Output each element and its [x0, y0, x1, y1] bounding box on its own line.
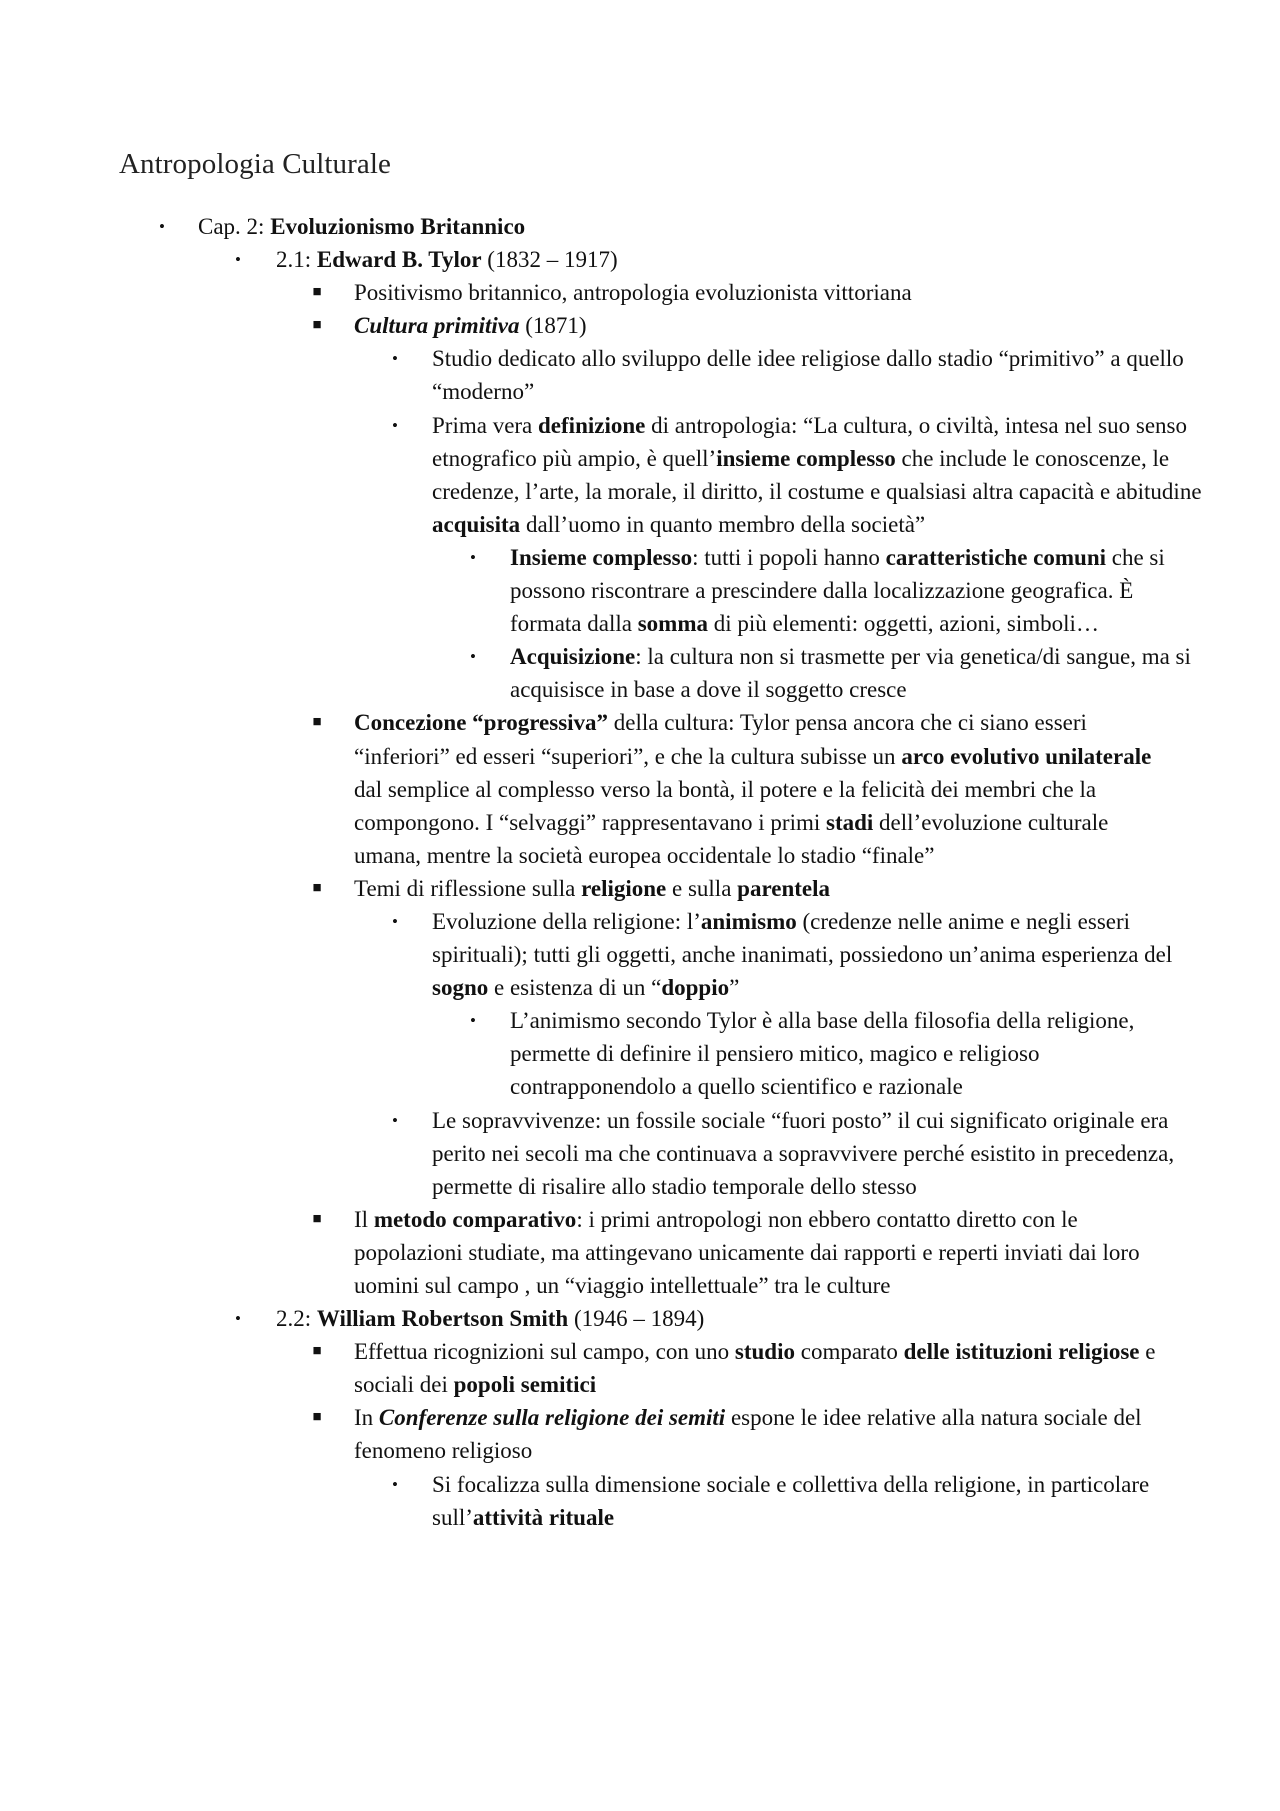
bullet-icon: •	[159, 217, 165, 236]
list-item: ■ Positivismo britannico, antropologia evoluzionista vittoriana	[0, 276, 1280, 309]
list-item: • Insieme complesso: tutti i popoli hanno caratteristiche comuni che si possono riscontrare a prescindere dalla localizzazione geografica. È formata dalla somma di più elementi: oggetti, azioni, simboli…	[0, 541, 1280, 640]
list-item: • Si focalizza sulla dimensione sociale e collettiva della religione, in particolare sull’attività rituale	[0, 1468, 1280, 1534]
book-title: Conferenze sulla religione dei semiti	[378, 1405, 726, 1431]
chapter-item: • Cap. 2: Evoluzionismo Britannico	[0, 210, 1280, 243]
bullet-icon: •	[392, 415, 398, 435]
square-bullet-icon: ■	[312, 1409, 322, 1426]
square-bullet-icon: ■	[312, 1343, 322, 1360]
bullet-icon: •	[392, 349, 398, 369]
list-item: ■ Cultura primitiva (1871)	[0, 309, 1280, 342]
bullet-icon: •	[392, 1110, 398, 1130]
bullet-icon: •	[392, 1474, 398, 1494]
square-bullet-icon: ■	[312, 714, 322, 731]
list-item: • Prima vera definizione di antropologia: “La cultura, o civiltà, intesa nel suo senso etnografico più ampio, è quell’insieme complesso che include le conoscenze, le credenze, l’arte, la morale, il diritto, il costume e qualsiasi altra capacità e abitudine acquisita dall’uomo in quanto membro della società”	[0, 409, 1280, 541]
section-2-2: • 2.2: William Robertson Smith (1946 – 1894)	[0, 1302, 1280, 1335]
list-item: ■ Concezione “progressiva” della cultura: Tylor pensa ancora che ci siano esseri “inferiori” ed esseri “superiori”, e che la cultura subisse un arco evolutivo unilaterale dal semplice al complesso verso la bontà, il potere e la felicità dei membri che la compongono. I “selvaggi” rappresentavano i primi stadi dell’evoluzione culturale umana, mentre la società europea occidentale lo stadio “finale”	[0, 706, 1280, 871]
list-item: • Le sopravvivenze: un fossile sociale “fuori posto” il cui significato originale era perito nei secoli ma che continuava a sopravvivere perché esistito in precedenza, permette di risalire allo stadio temporale dello stesso	[0, 1104, 1280, 1203]
section-2-1: • 2.1: Edward B. Tylor (1832 – 1917)	[0, 243, 1280, 276]
list-item: • Studio dedicato allo sviluppo delle idee religiose dallo stadio “primitivo” a quello “moderno”	[0, 342, 1280, 408]
list-item: ■ In Conferenze sulla religione dei semiti espone le idee relative alla natura sociale del fenomeno religioso	[0, 1401, 1280, 1467]
bullet-icon: •	[235, 250, 241, 270]
bullet-icon: •	[470, 1011, 476, 1031]
list-item: • L’animismo secondo Tylor è alla base della filosofia della religione, permette di definire il pensiero mitico, magico e religioso contrapponendolo a quello scientifico e razionale	[0, 1004, 1280, 1103]
bullet-icon: •	[470, 647, 476, 667]
square-bullet-icon: ■	[312, 1210, 322, 1227]
book-title: Cultura primitiva	[354, 313, 520, 339]
document-body	[0, 210, 1280, 1534]
list-item: ■ Effettua ricognizioni sul campo, con uno studio comparato delle istituzioni religiose e sociali dei popoli semitici	[0, 1335, 1280, 1401]
square-bullet-icon: ■	[312, 879, 322, 896]
chapter-name: Evoluzionismo Britannico	[270, 214, 526, 239]
square-bullet-icon: ■	[312, 317, 322, 334]
document-title: Antropologia Culturale	[119, 148, 392, 180]
bullet-icon: •	[235, 1309, 241, 1329]
square-bullet-icon: ■	[312, 284, 322, 301]
section-name: William Robertson Smith	[316, 1306, 569, 1332]
bullet-icon: •	[470, 547, 476, 567]
list-item: ■ Il metodo comparativo: i primi antropologi non ebbero contatto diretto con le popolazioni studiate, ma attingevano unicamente dai rapporti e reperti inviati dai loro uomini sul campo , un “viaggio intellettuale” tra le culture	[0, 1203, 1280, 1302]
section-name: Edward B. Tylor	[316, 247, 482, 273]
list-item: • Evoluzione della religione: l’animismo (credenze nelle anime e negli esseri spirituali); tutti gli oggetti, anche inanimati, possiedono un’anima esperienza del sogno e esistenza di un “doppio”	[0, 905, 1280, 1004]
list-item: • Acquisizione: la cultura non si trasmette per via genetica/di sangue, ma si acquisisce in base a dove il soggetto cresce	[0, 640, 1280, 706]
bullet-icon: •	[392, 911, 398, 931]
list-item: ■ Temi di riflessione sulla religione e sulla parentela	[0, 872, 1280, 905]
